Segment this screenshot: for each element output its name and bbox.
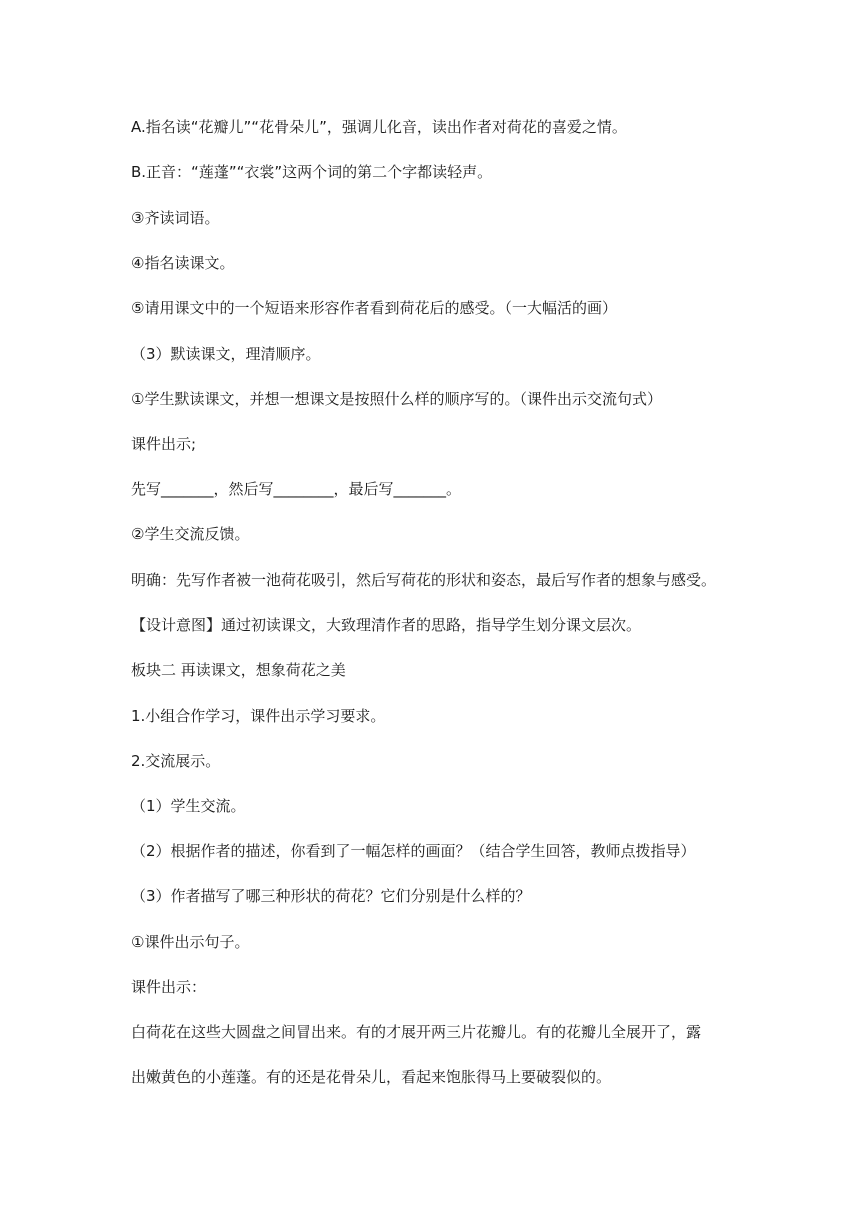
paragraph-line: （2）根据作者的描述，你看到了一幅怎样的画面？（结合学生回答，教师点拨指导） bbox=[131, 842, 696, 860]
paragraph-line: B.正音：“莲蓬”“衣裳”这两个词的第二个字都读轻声。 bbox=[131, 163, 493, 181]
paragraph-line: 先写_______，然后写________，最后写_______。 bbox=[131, 480, 462, 498]
paragraph-line: ①课件出示句子。 bbox=[131, 933, 250, 951]
paragraph-line: ②学生交流反馈。 bbox=[131, 525, 250, 543]
paragraph-line: ⑤请用课文中的一个短语来形容作者看到荷花后的感受。（一大幅活的画） bbox=[131, 299, 617, 317]
paragraph-line: ①学生默读课文，并想一想课文是按照什么样的顺序写的。（课件出示交流句式） bbox=[131, 390, 662, 408]
paragraph-line: ③齐读词语。 bbox=[131, 209, 220, 227]
paragraph-line: 2.交流展示。 bbox=[131, 752, 221, 770]
quoted-text-line: 出嫩黄色的小莲蓬。有的还是花骨朵儿，看起来饱胀得马上要破裂似的。 bbox=[131, 1068, 612, 1086]
paragraph-line: （1）学生交流。 bbox=[131, 797, 246, 815]
paragraph-line: ④指名读课文。 bbox=[131, 254, 235, 272]
paragraph-line: 明确：先写作者被一池荷花吸引，然后写荷花的形状和姿态，最后写作者的想象与感受。 bbox=[131, 571, 717, 589]
paragraph-line: 课件出示： bbox=[131, 978, 207, 996]
paragraph-line: 课件出示; bbox=[131, 435, 197, 453]
paragraph-line: A.指名读“花瓣儿”“花骨朵儿”，强调儿化音，读出作者对荷花的喜爱之情。 bbox=[131, 118, 627, 136]
paragraph-line: （3）作者描写了哪三种形状的荷花？它们分别是什么样的？ bbox=[131, 887, 531, 905]
quoted-text-line: 白荷花在这些大圆盘之间冒出来。有的才展开两三片花瓣儿。有的花瓣儿全展开了，露 bbox=[131, 1023, 702, 1041]
paragraph-line: （3）默读课文，理清顺序。 bbox=[131, 345, 321, 363]
section-heading: 板块二 再读课文，想象荷花之美 bbox=[131, 661, 346, 679]
paragraph-line: 1.小组合作学习，课件出示学习要求。 bbox=[131, 707, 386, 725]
paragraph-line: 【设计意图】通过初读课文，大致理清作者的思路，指导学生划分课文层次。 bbox=[131, 616, 642, 634]
